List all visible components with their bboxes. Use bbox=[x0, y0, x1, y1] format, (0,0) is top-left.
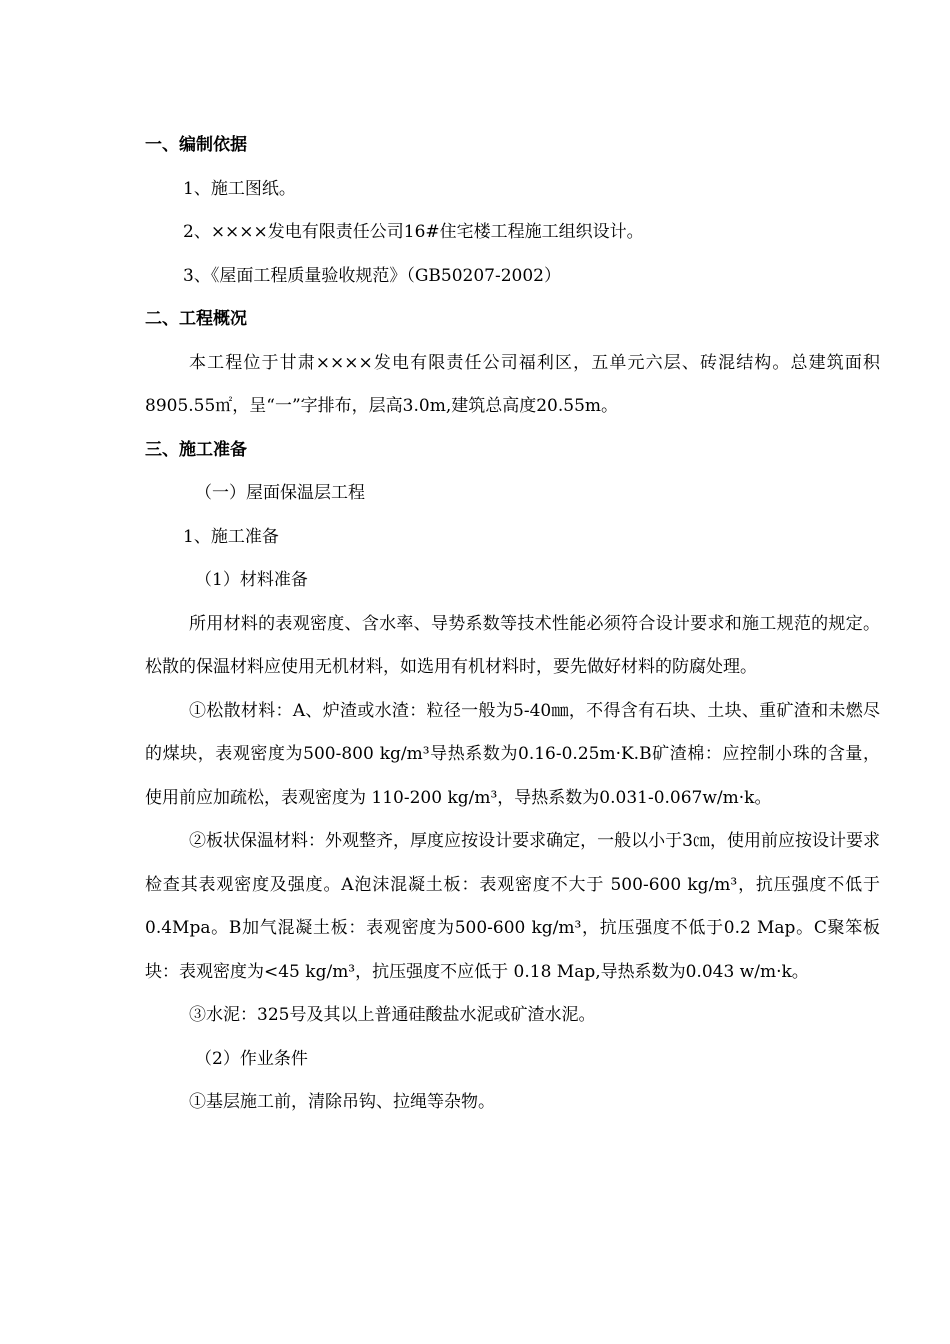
document-body bbox=[145, 124, 880, 1125]
section-heading-1: 一、编制依据 bbox=[145, 135, 247, 155]
subsection-roof-insulation: （一）屋面保温层工程 bbox=[195, 483, 365, 503]
section-heading-2: 二、工程概况 bbox=[145, 309, 247, 329]
board-materials-paragraph: ②板状保温材料：外观整齐，厚度应按设计要求确定，一般以小于3㎝，使用前应按设计要求检查其表观密度及强度。A泡沫混凝土板：表观密度不大于 500-600 kg/m³，抗压强度不低于0.4Mpa。B加气混凝土板：表观密度为500-600 kg/m³，抗压强度不低于0.2 Map。C聚笨板块：表观密度为<45 kg/m³，抗压强度不应低于 0.18 Map,导热系数为0.043 w/m·k。 bbox=[145, 831, 880, 982]
loose-materials-paragraph: ①松散材料：A、炉渣或水渣：粒径一般为5-40㎜，不得含有石块、土块、重矿渣和未燃尽的煤块，表观密度为500-800 kg/m³导热系数为0.16-0.25m·K.B矿渣棉：应控制小珠的含量，使用前应加疏松，表观密度为 110-200 kg/m³，导热系数为0.031-0.067w/m·k。 bbox=[145, 700, 880, 808]
basis-item-3: 3、《屋面工程质量验收规范》（GB50207-2002） bbox=[183, 265, 561, 286]
project-overview-paragraph: 本工程位于甘肃××××发电有限责任公司福利区，五单元六层、砖混结构。总建筑面积8905.55㎡，呈“一”字排布，层高3.0m,建筑总高度20.55m。 bbox=[145, 352, 880, 416]
basis-item-1: 1、施工图纸。 bbox=[183, 178, 296, 199]
materials-paragraph: 所用材料的表观密度、含水率、导势系数等技术性能必须符合设计要求和施工规范的规定。松散的保温材料应使用无机材料，如选用有机材料时，要先做好材料的防腐处理。 bbox=[145, 613, 880, 677]
subsection-working-conditions: （2）作业条件 bbox=[195, 1048, 308, 1069]
subsection-construction-prep: 1、施工准备 bbox=[183, 526, 279, 547]
base-layer-paragraph: ①基层施工前，清除吊钩、拉绳等杂物。 bbox=[189, 1092, 495, 1112]
cement-paragraph: ③水泥：325号及其以上普通硅酸盐水泥或矿渣水泥。 bbox=[189, 1005, 596, 1025]
section-heading-3: 三、施工准备 bbox=[145, 439, 247, 460]
basis-item-2: 2、××××发电有限责任公司16#住宅楼工程施工组织设计。 bbox=[183, 222, 644, 242]
subsection-material-prep: （1）材料准备 bbox=[195, 570, 308, 590]
